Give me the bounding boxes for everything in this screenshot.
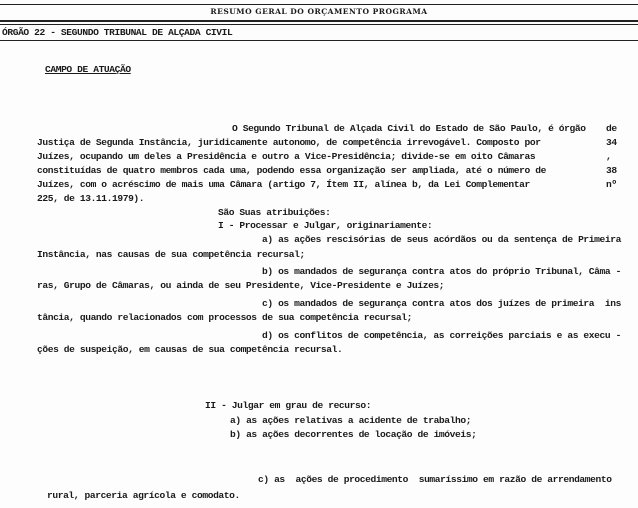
paragraph-line-end: , bbox=[606, 151, 612, 162]
paragraph-line: O Segundo Tribunal de Alçada Civil do Estado de São Paulo, é órgão bbox=[232, 123, 586, 134]
item-ii-c-cont: rural, parceria agrícola e comodato. bbox=[47, 490, 240, 501]
paragraph-line: constituídas de quatro membros cada uma, podendo essa organização ser ampliada, até o número de bbox=[37, 165, 546, 176]
paragraph-line-end: 34 bbox=[606, 137, 617, 148]
item-i-d-cont: ções de suspeição, em causas de sua competência recursal. bbox=[37, 344, 343, 355]
item-ii-c: c) as ações de procedimento sumaríssimo em razão de arrendamento bbox=[258, 474, 612, 485]
paragraph-line-end: nº bbox=[606, 179, 617, 190]
header-rule bbox=[0, 24, 638, 25]
document-title: RESUMO GERAL DO ORÇAMENTO PROGRAMA bbox=[210, 7, 428, 16]
paragraph-line: Juízes, com o acréscimo de mais uma Câmara (artigo 7, Ítem II, alínea b, da Lei Complementar bbox=[37, 179, 530, 190]
item-i-a-cont: Instância, nas causas de sua competência recursal; bbox=[37, 249, 305, 260]
item-i-a: a) as ações rescisórias de seus acórdãos ou da sentença de Primeira bbox=[262, 234, 621, 245]
top-rule bbox=[0, 4, 638, 5]
paragraph-line: 225, de 13.11.1979). bbox=[37, 193, 145, 204]
item-i-c-cont: tância, quando relacionados com processos de sua competência recursal; bbox=[37, 312, 413, 323]
attributions-intro: São Suas atribuições: bbox=[218, 207, 331, 218]
paragraph-line: Justiça de Segunda Instância, juridicamente autonomo, de competência irrevogável. Composto por bbox=[37, 137, 541, 148]
paragraph-line-end: de bbox=[606, 123, 617, 134]
paragraph-line: Juízes, ocupando um deles a Presidência e outro a Vice-Presidência; divide-se em oito Câmaras bbox=[37, 151, 536, 162]
orgao-heading: ÓRGÃO 22 - SEGUNDO TRIBUNAL DE ALÇADA CIVIL bbox=[2, 27, 233, 38]
item-i-c: c) os mandados de segurança contra atos dos juízes de primeira ins bbox=[262, 298, 621, 309]
item-i: I - Processar e Julgar, originariamente: bbox=[218, 220, 433, 231]
header-double-rule bbox=[0, 20, 638, 22]
paragraph-line-end: 38 bbox=[606, 165, 617, 176]
item-i-b: b) os mandados de segurança contra atos do próprio Tribunal, Câma - bbox=[262, 266, 621, 277]
item-ii-b: b) as ações decorrentes de locação de imóveis; bbox=[230, 429, 477, 440]
item-ii: II - Julgar em grau de recurso: bbox=[205, 400, 372, 411]
item-i-b-cont: ras, Grupo de Câmaras, ou ainda de seu Presidente, Vice-Presidente e Juízes; bbox=[37, 280, 445, 291]
item-ii-a: a) as ações relativas a acidente de trabalho; bbox=[230, 415, 472, 426]
section-heading: CAMPO DE ATUAÇÃO bbox=[45, 64, 131, 75]
orgao-rule bbox=[0, 40, 638, 41]
item-i-d: d) os conflitos de competência, as correições parciais e as execu - bbox=[262, 330, 621, 341]
